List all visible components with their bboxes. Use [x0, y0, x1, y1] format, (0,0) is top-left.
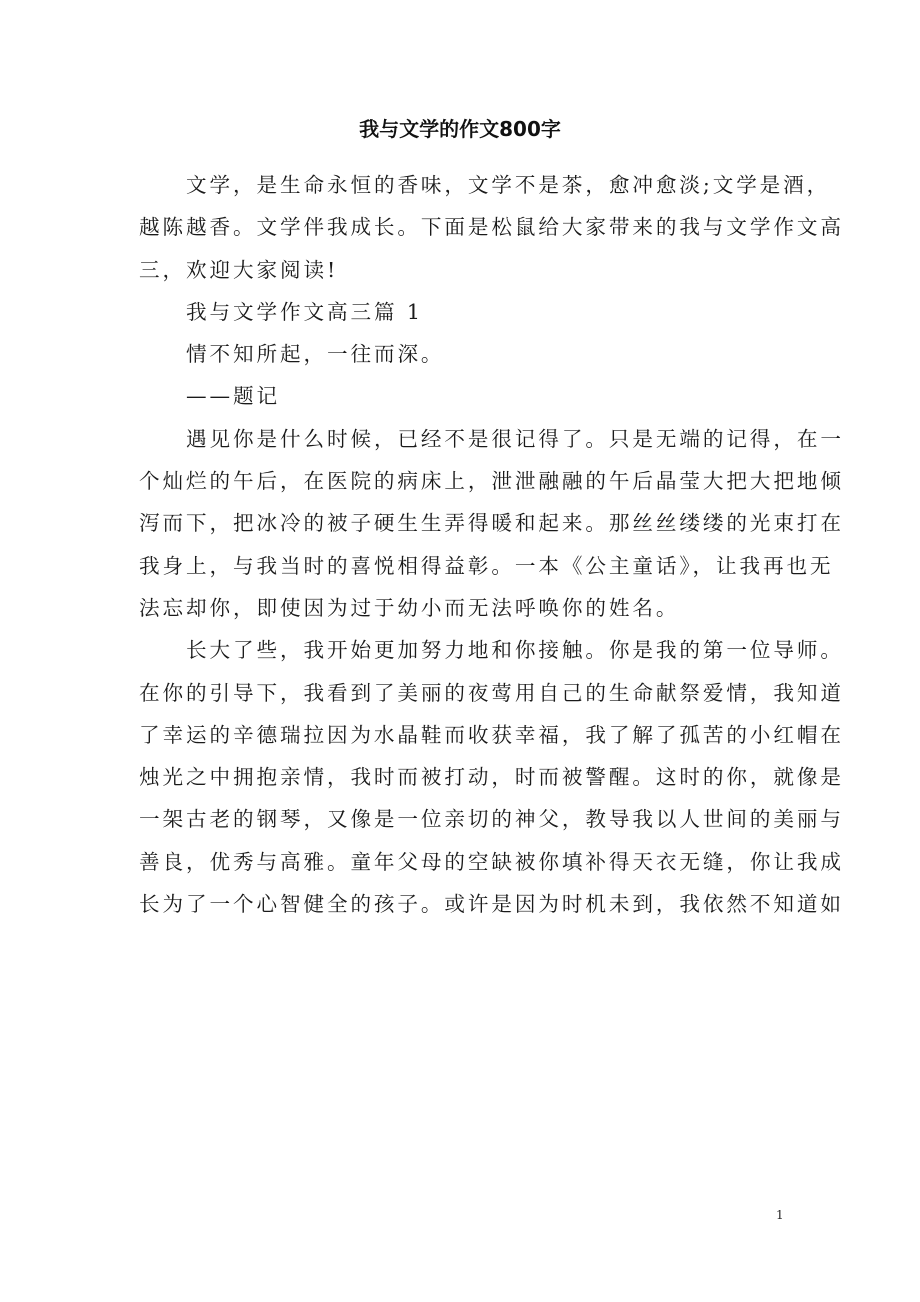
epigraph: 情不知所起，一往而深。: [186, 342, 445, 367]
text-line: 长为了一个心智健全的孩子。或许是因为时机未到，我依然不知道如: [139, 892, 844, 917]
text-line: 遇见你是什么时候，已经不是很记得了。只是无端的记得，在一: [186, 426, 844, 451]
document-title: 我与文学的作文800字: [359, 117, 561, 141]
epigraph-attribution: ——题记: [186, 384, 280, 409]
text-line: 了幸运的辛德瑞拉因为水晶鞋而收获幸福，我了解了孤苦的小红帽在: [139, 722, 844, 747]
text-line: 一架古老的钢琴，又像是一位亲切的神父，教导我以人世间的美丽与: [139, 807, 844, 832]
section-heading: 我与文学作文高三篇 1: [186, 299, 423, 324]
text-line: 越陈越香。文学伴我成长。下面是松鼠给大家带来的我与文学作文高: [139, 215, 844, 240]
text-line: 长大了些，我开始更加努力地和你接触。你是我的第一位导师。: [186, 638, 844, 663]
text-line: 文学，是生命永恒的香味，文学不是茶，愈冲愈淡;文学是酒，: [186, 173, 831, 197]
text-line: 三，欢迎大家阅读!: [139, 257, 339, 282]
page-number: 1: [776, 1208, 784, 1222]
text-line: 善良，优秀与高雅。童年父母的空缺被你填补得天衣无缝，你让我成: [139, 849, 844, 874]
text-line: 我身上，与我当时的喜悦相得益彰。一本《公主童话》，让我再也无: [139, 553, 834, 578]
document-body: [139, 164, 844, 925]
text-line: 在你的引导下，我看到了美丽的夜莺用自己的生命献祭爱情，我知道: [139, 680, 844, 705]
text-line: 法忘却你，即使因为过于幼小而无法呼唤你的姓名。: [139, 595, 680, 620]
text-line: 烛光之中拥抱亲情，我时而被打动，时而被警醒。这时的你，就像是: [139, 765, 844, 790]
text-line: 个灿烂的午后，在医院的病床上，泄泄融融的午后晶莹大把大把地倾: [139, 469, 844, 494]
text-line: 泻而下，把冰冷的被子硬生生弄得暖和起来。那丝丝缕缕的光束打在: [139, 511, 844, 536]
